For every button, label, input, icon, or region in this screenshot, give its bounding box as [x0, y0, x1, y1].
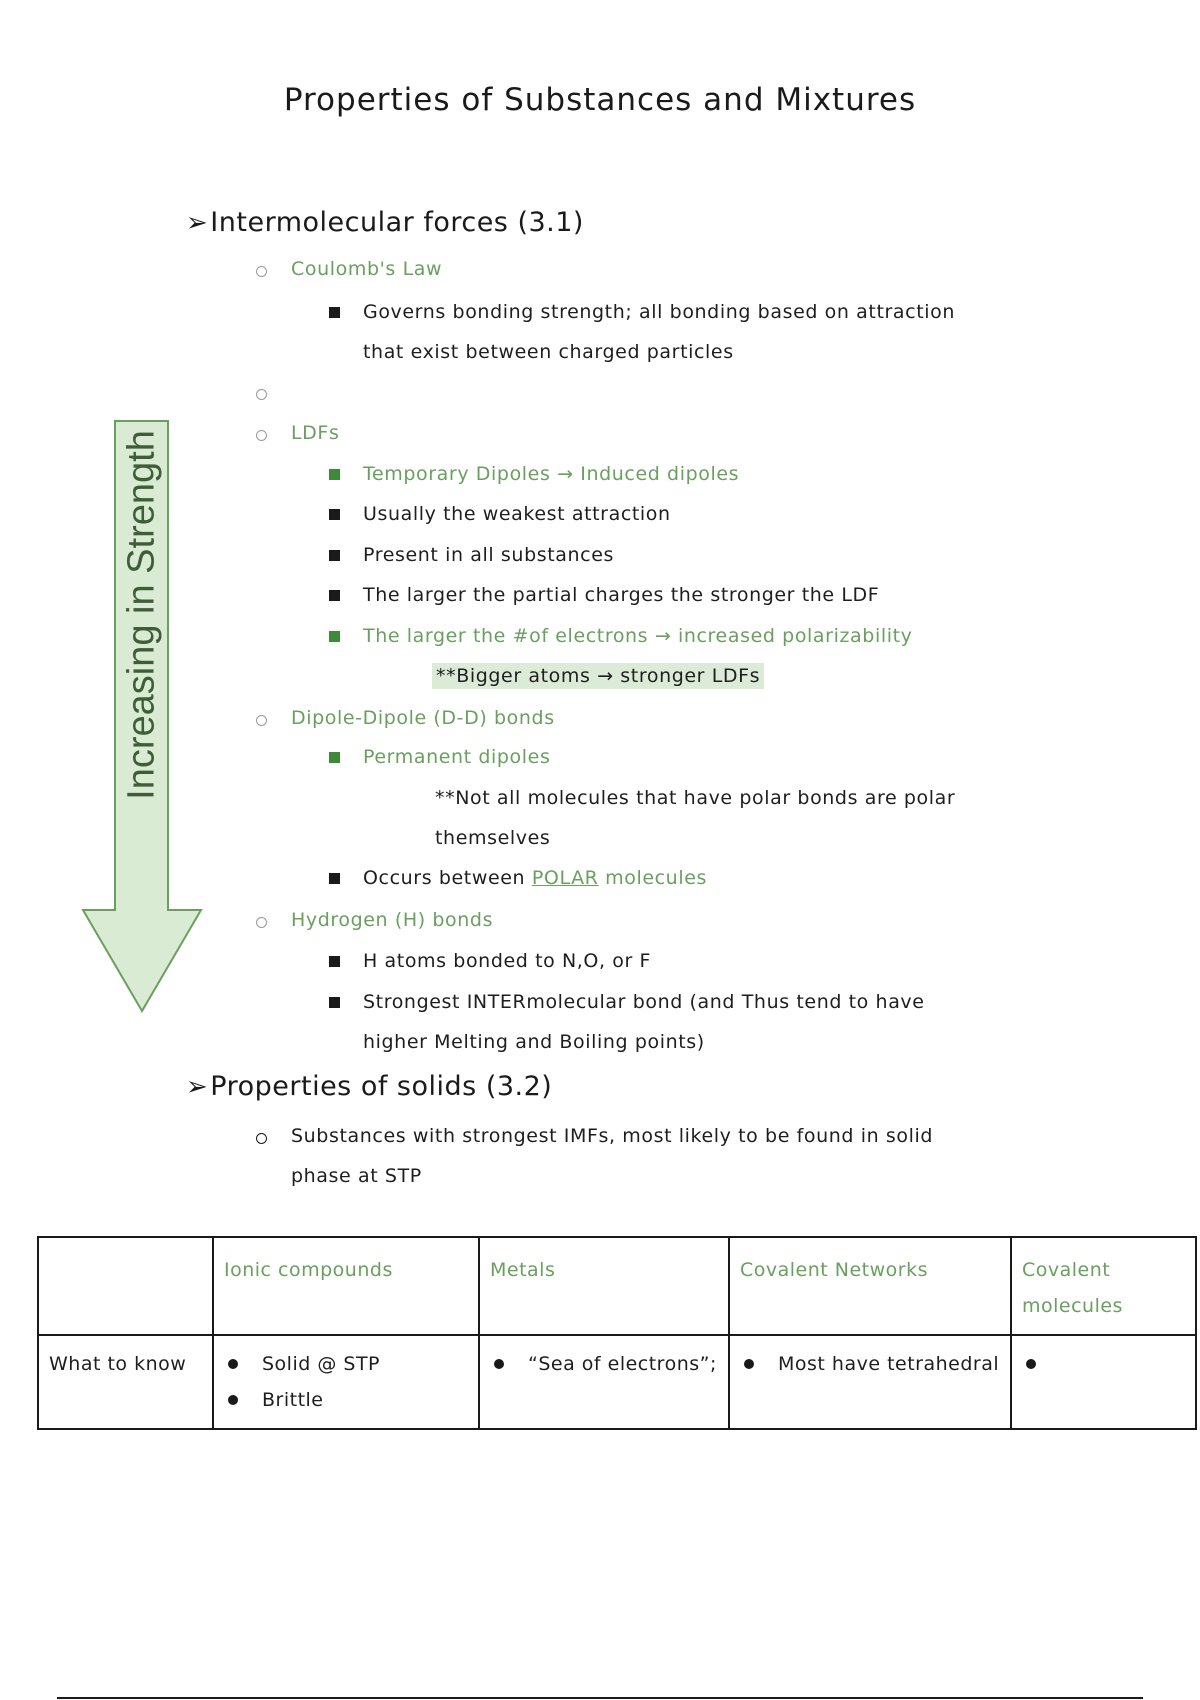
list-item	[363, 616, 912, 656]
table-header-cell: Covalent molecules	[1011, 1237, 1196, 1335]
square-bullet-icon	[329, 469, 340, 480]
section-heading-solids	[186, 1071, 552, 1102]
section-heading-solids-text: Properties of solids (3.2)	[210, 1071, 553, 1102]
solids-point-text: Substances with strongest IMFs, most likely to be found in solid	[291, 1125, 934, 1147]
square-bullet-icon	[329, 550, 340, 561]
table-header-cell	[38, 1237, 213, 1335]
table-cell	[479, 1335, 729, 1429]
dipole-note-continuation: themselves	[435, 827, 551, 849]
section-heading-imf-text: Intermolecular forces (3.1)	[210, 207, 584, 238]
subsection-label: Coulomb's Law	[291, 258, 443, 280]
list-item-text: The larger the #of electrons → increased polarizability	[363, 625, 913, 647]
list-item: Brittle	[224, 1382, 468, 1418]
arrow-label: Increasing in Strength	[120, 430, 163, 800]
square-bullet-icon	[329, 752, 340, 763]
table-cell	[729, 1335, 1011, 1429]
solids-point	[291, 1125, 933, 1147]
list-item-text: Present in all substances	[363, 544, 614, 566]
list-item	[363, 292, 955, 332]
subsection-dipole	[291, 707, 555, 729]
emphasis-polar: POLAR	[531, 867, 599, 889]
list-item-text: H atoms bonded to N,O, or F	[363, 950, 652, 972]
hollow-circle-bullet-icon	[256, 430, 267, 441]
arrowhead-bullet-icon: ➢	[186, 208, 209, 238]
list-item	[363, 535, 614, 575]
solids-table	[37, 1236, 1197, 1430]
list-item-text: Occurs between	[363, 867, 526, 889]
list-item: Most have tetrahedral	[740, 1346, 1000, 1382]
square-bullet-icon	[329, 307, 340, 318]
list-item-continuation: higher Melting and Boiling points)	[363, 1031, 705, 1053]
subsection-label: LDFs	[291, 422, 340, 444]
list-item: Solid @ STP	[224, 1346, 468, 1382]
list-item	[363, 575, 879, 615]
table-header-row	[38, 1237, 1196, 1335]
table-cell	[1011, 1335, 1196, 1429]
list-item-text: molecules	[605, 867, 707, 889]
subsection-hydrogen	[291, 909, 493, 931]
hollow-circle-bullet-icon	[256, 917, 267, 928]
list-item	[363, 494, 671, 534]
list-item: “Sea of electrons”;	[490, 1346, 718, 1382]
table-header-cell: Ionic compounds	[213, 1237, 479, 1335]
list-item	[363, 941, 651, 981]
square-bullet-icon	[329, 509, 340, 520]
hollow-circle-bullet-icon	[256, 1133, 267, 1144]
table-header-cell: Covalent Networks	[729, 1237, 1011, 1335]
list-item-continuation: that exist between charged particles	[363, 341, 734, 363]
page-title: Properties of Substances and Mixtures	[283, 82, 917, 118]
square-bullet-icon	[329, 873, 340, 884]
list-item-text: The larger the partial charges the stronger the LDF	[363, 584, 880, 606]
solids-point-continuation: phase at STP	[291, 1165, 422, 1187]
subsection-coulomb	[291, 258, 442, 280]
dipole-note: **Not all molecules that have polar bonds are polar	[435, 787, 956, 809]
highlighted-note: **Bigger atoms → stronger LDFs	[432, 663, 764, 689]
list-item	[363, 982, 925, 1022]
page-divider	[57, 1697, 1143, 1699]
table-header-cell: Metals	[479, 1237, 729, 1335]
list-item-text: Strongest INTERmolecular bond (and Thus tend to have	[363, 991, 925, 1013]
table-row-label: What to know	[38, 1335, 213, 1429]
list-item-text: Permanent dipoles	[363, 746, 551, 768]
square-bullet-icon	[329, 590, 340, 601]
table-row	[38, 1335, 1196, 1429]
list-item	[363, 454, 739, 494]
list-item-text: Temporary Dipoles → Induced dipoles	[363, 463, 740, 485]
square-bullet-icon	[329, 631, 340, 642]
table-cell	[213, 1335, 479, 1429]
section-heading-imf	[186, 207, 584, 238]
hollow-circle-bullet-icon	[256, 715, 267, 726]
list-item-text: Governs bonding strength; all bonding based on attraction	[363, 301, 955, 323]
list-item	[363, 737, 550, 777]
arrowhead-bullet-icon: ➢	[186, 1072, 209, 1102]
subsection-ldfs	[291, 422, 339, 444]
square-bullet-icon	[329, 956, 340, 967]
hollow-circle-bullet-icon	[256, 389, 267, 400]
list-item	[363, 858, 707, 898]
square-bullet-icon	[329, 997, 340, 1008]
subsection-label: Hydrogen (H) bonds	[291, 909, 494, 931]
subsection-label: Dipole-Dipole (D-D) bonds	[291, 707, 555, 729]
hollow-circle-bullet-icon	[256, 266, 267, 277]
list-item-text: Usually the weakest attraction	[363, 503, 671, 525]
ldf-note	[432, 656, 764, 696]
